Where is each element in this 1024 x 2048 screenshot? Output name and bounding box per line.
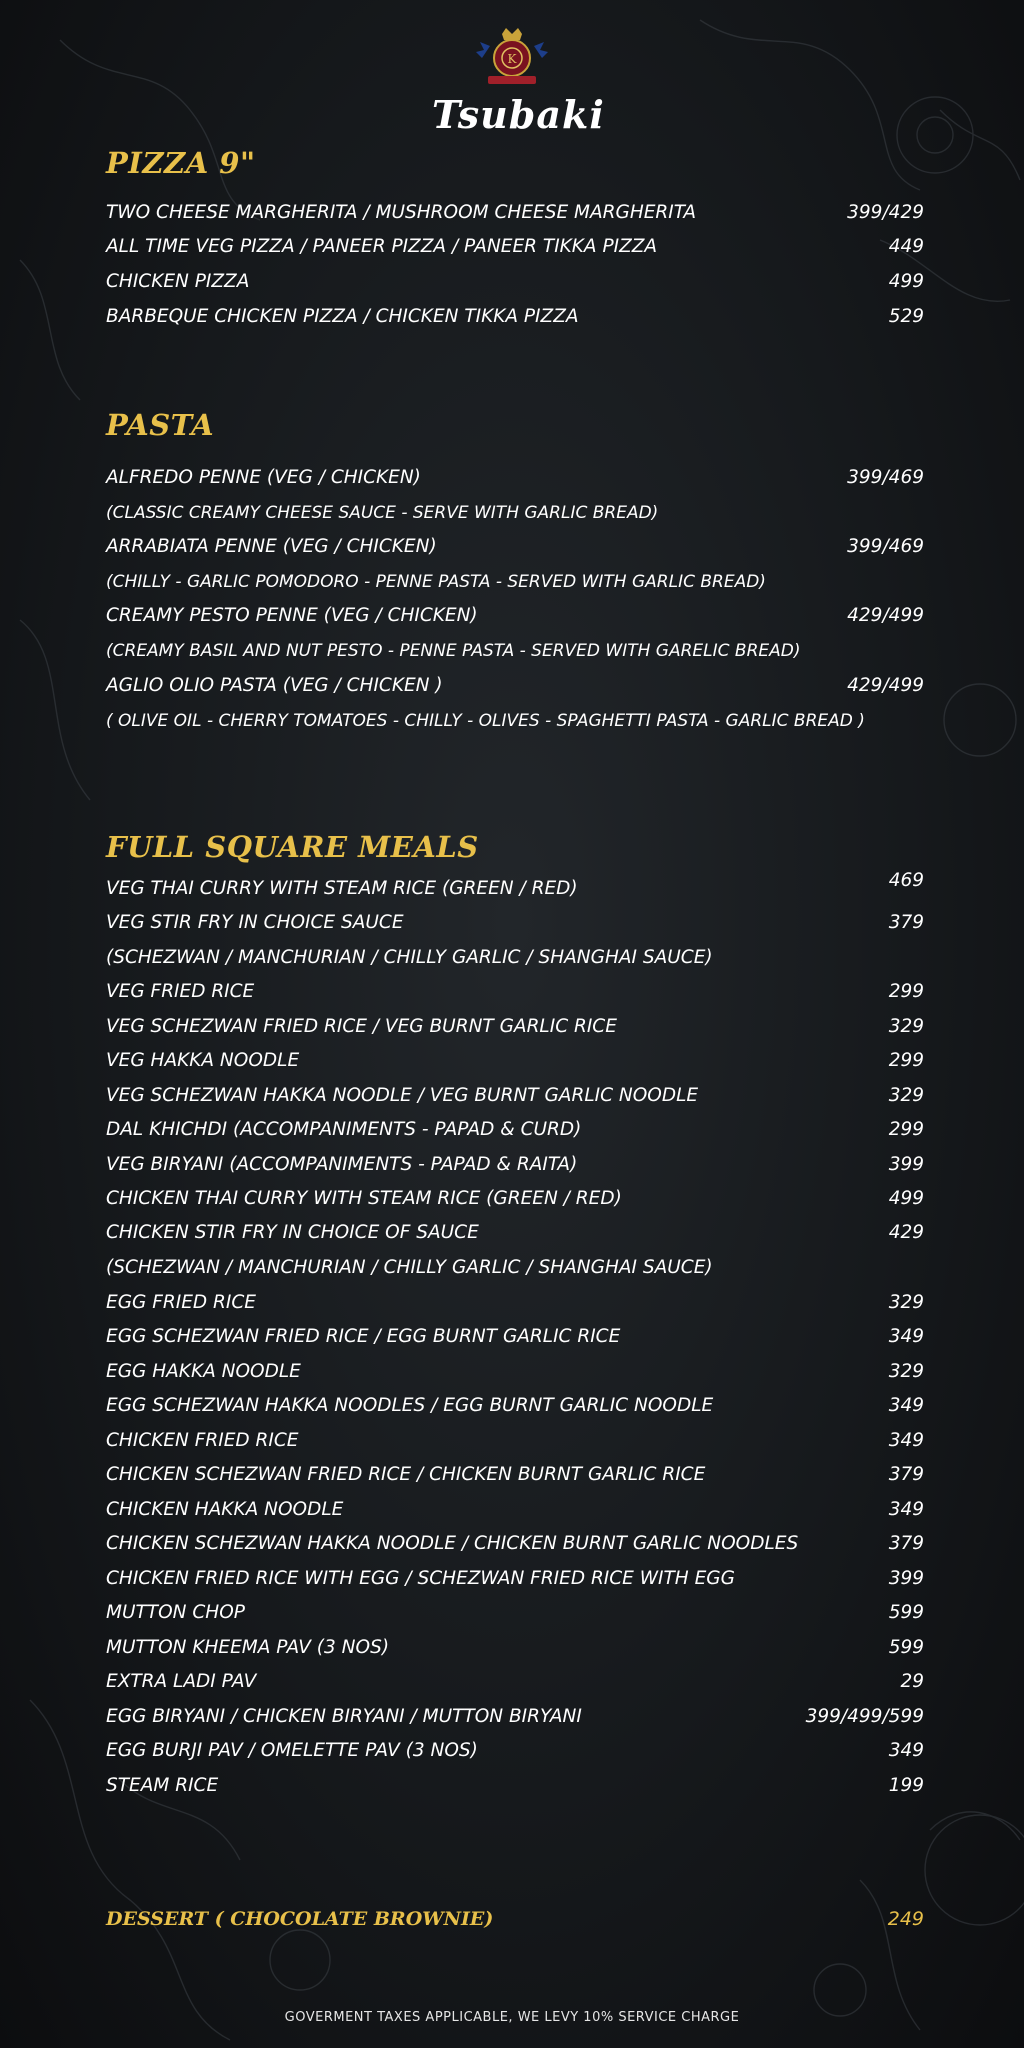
item-name: ALFREDO PENNE (VEG / CHICKEN) [106, 467, 421, 488]
item-price: 399/469 [847, 467, 924, 488]
item-name: CHICKEN SCHEZWAN HAKKA NOODLE / CHICKEN BURNT GARLIC NOODLES [106, 1533, 799, 1554]
menu-item [106, 1568, 924, 1598]
item-name: EGG FRIED RICE [106, 1292, 256, 1313]
item-name: CHICKEN FRIED RICE [106, 1430, 299, 1451]
menu-item [106, 202, 924, 232]
item-price: 429 [888, 1222, 924, 1243]
menu-item [106, 1533, 924, 1563]
item-name: VEG THAI CURRY WITH STEAM RICE (GREEN / RED) [106, 878, 578, 899]
item-price: 329 [888, 1085, 924, 1106]
item-description: ( OLIVE OIL - CHERRY TOMATOES - CHILLY - OLIVES - SPAGHETTI PASTA - GARLIC BREAD ) [106, 711, 865, 731]
menu-item [106, 1395, 924, 1425]
menu-item [106, 1740, 924, 1770]
item-price: 429/499 [847, 605, 924, 626]
item-price: 399 [888, 1154, 924, 1175]
section-title-pizza: PIZZA 9" [106, 146, 256, 180]
item-price: 399/499/599 [805, 1706, 924, 1727]
item-price: 499 [888, 271, 924, 292]
item-price: 299 [888, 981, 924, 1002]
menu-item [106, 271, 924, 301]
item-price: 349 [888, 1326, 924, 1347]
menu-item [106, 1154, 924, 1184]
menu-item [106, 1085, 924, 1115]
item-name: VEG SCHEZWAN FRIED RICE / VEG BURNT GARLIC RICE [106, 1016, 617, 1037]
item-name: CHICKEN HAKKA NOODLE [106, 1499, 344, 1520]
menu-item [106, 1326, 924, 1356]
item-price: 499 [888, 1188, 924, 1209]
item-name: VEG SCHEZWAN HAKKA NOODLE / VEG BURNT GARLIC NOODLE [106, 1085, 699, 1106]
item-name: CHICKEN STIR FRY IN CHOICE OF SAUCE [106, 1222, 479, 1243]
item-price: 469 [888, 870, 924, 891]
item-name: MUTTON CHOP [106, 1602, 245, 1623]
item-name: VEG BIRYANI (ACCOMPANIMENTS - PAPAD & RAITA) [106, 1154, 578, 1175]
item-name: EXTRA LADI PAV [106, 1671, 257, 1692]
item-price: 29 [900, 1671, 924, 1692]
menu-item-description [106, 503, 924, 533]
item-price: 349 [888, 1395, 924, 1416]
dessert-name: DESSERT ( CHOCOLATE BROWNIE) [106, 1908, 494, 1930]
menu-item [106, 675, 924, 705]
item-name: VEG HAKKA NOODLE [106, 1050, 300, 1071]
item-price: 379 [888, 912, 924, 933]
menu-item [106, 1499, 924, 1529]
menu-item [106, 1222, 924, 1252]
menu-item-description [106, 711, 924, 741]
svg-text:K: K [507, 52, 517, 66]
menu-item [106, 467, 924, 497]
item-price: 449 [888, 236, 924, 257]
item-name: ALL TIME VEG PIZZA / PANEER PIZZA / PANEER TIKKA PIZZA [106, 236, 658, 257]
item-price: 329 [888, 1292, 924, 1313]
menu-item [106, 1050, 924, 1080]
item-price: 529 [888, 306, 924, 327]
item-name: CREAMY PESTO PENNE (VEG / CHICKEN) [106, 605, 478, 626]
menu-item-description [106, 947, 924, 977]
menu-item [106, 1119, 924, 1149]
item-name: EGG SCHEZWAN FRIED RICE / EGG BURNT GARLIC RICE [106, 1326, 621, 1347]
menu-item [106, 1188, 924, 1218]
menu-item [106, 1637, 924, 1667]
brand-name: Tsubaki [432, 92, 605, 137]
item-price: 429/499 [847, 675, 924, 696]
menu-item [106, 981, 924, 1011]
item-price: 299 [888, 1050, 924, 1071]
item-name: DAL KHICHDI (ACCOMPANIMENTS - PAPAD & CURD) [106, 1119, 582, 1140]
menu-item [106, 1464, 924, 1494]
menu-item [106, 1430, 924, 1460]
item-price: 399 [888, 1568, 924, 1589]
tax-note: GOVERMENT TAXES APPLICABLE, WE LEVY 10% SERVICE CHARGE [284, 2010, 740, 2025]
item-name: VEG STIR FRY IN CHOICE SAUCE [106, 912, 404, 933]
item-name: EGG HAKKA NOODLE [106, 1361, 301, 1382]
brand-logo [432, 28, 605, 137]
item-name: VEG FRIED RICE [106, 981, 255, 1002]
item-price: 379 [888, 1464, 924, 1485]
item-price: 399/429 [847, 202, 924, 223]
item-name: EGG BIRYANI / CHICKEN BIRYANI / MUTTON BIRYANI [106, 1706, 582, 1727]
menu-item [106, 870, 924, 908]
item-price: 329 [888, 1016, 924, 1037]
menu-item [106, 536, 924, 566]
item-name: EGG BURJI PAV / OMELETTE PAV (3 NOS) [106, 1740, 478, 1761]
item-name: TWO CHEESE MARGHERITA / MUSHROOM CHEESE MARGHERITA [106, 202, 696, 223]
item-description: (SCHEZWAN / MANCHURIAN / CHILLY GARLIC / SHANGHAI SAUCE) [106, 1257, 713, 1278]
menu-item [106, 605, 924, 635]
item-price: 399/469 [847, 536, 924, 557]
menu-item [106, 1292, 924, 1322]
item-name: BARBEQUE CHICKEN PIZZA / CHICKEN TIKKA PIZZA [106, 306, 579, 327]
menu-item [106, 1671, 924, 1701]
item-name: ARRABIATA PENNE (VEG / CHICKEN) [106, 536, 437, 557]
crest-icon [474, 28, 550, 92]
item-name: CHICKEN SCHEZWAN FRIED RICE / CHICKEN BURNT GARLIC RICE [106, 1464, 706, 1485]
item-description: (CREAMY BASIL AND NUT PESTO - PENNE PASTA - SERVED WITH GARELIC BREAD) [106, 641, 801, 661]
menu-item [106, 306, 924, 336]
menu-item-description [106, 1257, 924, 1287]
menu-item [106, 912, 924, 942]
item-price: 349 [888, 1499, 924, 1520]
item-price: 599 [888, 1602, 924, 1623]
menu-item [106, 1361, 924, 1391]
item-name: CHICKEN PIZZA [106, 271, 250, 292]
menu-item [106, 1016, 924, 1046]
item-name: MUTTON KHEEMA PAV (3 NOS) [106, 1637, 390, 1658]
item-description: (CLASSIC CREAMY CHEESE SAUCE - SERVE WITH GARLIC BREAD) [106, 503, 659, 523]
item-name: AGLIO OLIO PASTA (VEG / CHICKEN ) [106, 675, 443, 696]
menu-item [106, 236, 924, 266]
item-name: EGG SCHEZWAN HAKKA NOODLES / EGG BURNT GARLIC NOODLE [106, 1395, 714, 1416]
item-price: 329 [888, 1361, 924, 1382]
item-name: CHICKEN THAI CURRY WITH STEAM RICE (GREEN / RED) [106, 1188, 622, 1209]
item-name: CHICKEN FRIED RICE WITH EGG / SCHEZWAN FRIED RICE WITH EGG [106, 1568, 735, 1589]
item-price: 349 [888, 1740, 924, 1761]
item-price: 379 [888, 1533, 924, 1554]
menu-item [106, 1602, 924, 1632]
item-description: (CHILLY - GARLIC POMODORO - PENNE PASTA - SERVED WITH GARLIC BREAD) [106, 572, 766, 592]
item-price: 599 [888, 1637, 924, 1658]
item-name: STEAM RICE [106, 1775, 219, 1796]
item-price: 349 [888, 1430, 924, 1451]
dessert-price: 249 [887, 1908, 924, 1930]
section-title-meals: FULL SQUARE MEALS [106, 830, 479, 864]
section-title-pasta: PASTA [106, 408, 215, 442]
item-price: 199 [888, 1775, 924, 1796]
menu-item-description [106, 572, 924, 602]
menu-item [106, 1706, 924, 1736]
dessert-item [106, 1908, 924, 1938]
item-description: (SCHEZWAN / MANCHURIAN / CHILLY GARLIC / SHANGHAI SAUCE) [106, 947, 713, 968]
menu-item [106, 1775, 924, 1805]
menu-item-description [106, 641, 924, 671]
item-price: 299 [888, 1119, 924, 1140]
